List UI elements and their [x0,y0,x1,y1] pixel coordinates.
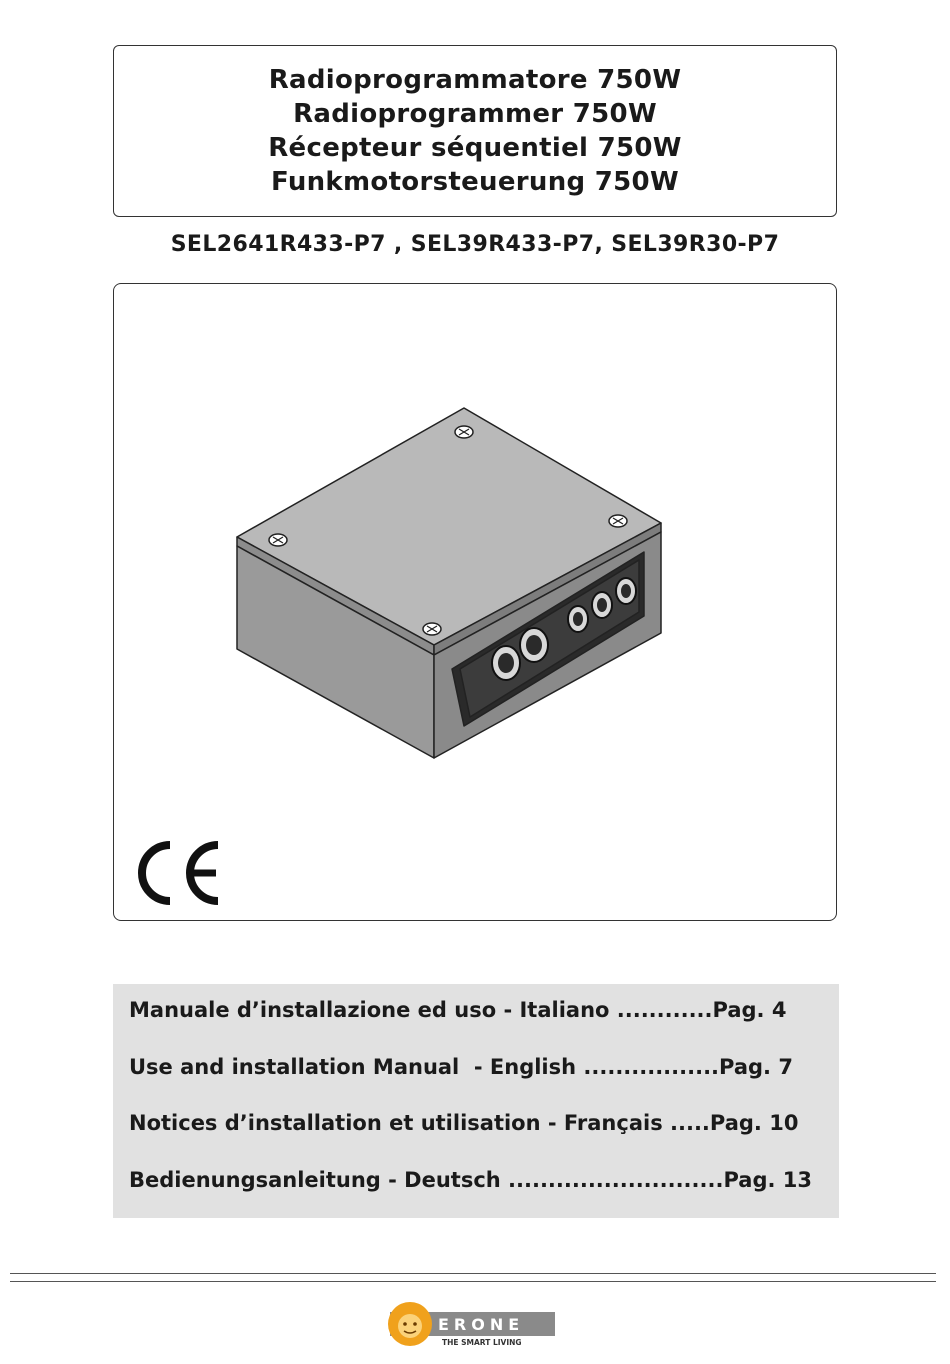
toc-page-number: Pag. 10 [709,1111,799,1135]
toc-entry-label: Notices d’installation et utilisation - Français [129,1111,671,1135]
ce-mark-icon [136,839,226,907]
toc-entry-label: Bedienungsanleitung - Deutsch [129,1167,509,1192]
logo-brand-text: ERONE [438,1315,525,1334]
toc-page-number: Pag. 13 [723,1167,812,1192]
toc-entry-francais[interactable] [129,1109,839,1137]
toc-leader-dots: ............ [616,998,713,1022]
brand-logo [384,1298,560,1352]
toc-entry-label: Use and installation Manual - English [129,1054,584,1079]
toc-entry-italiano[interactable] [129,996,839,1024]
model-codes: SEL2641R433-P7 , SEL39R433-P7, SEL39R30-P7 [170,232,780,257]
title-french: Récepteur séquentiel 750W [268,133,682,163]
title-german: Funkmotorsteuerung 750W [271,167,679,197]
title-box [113,45,837,217]
product-image-frame [113,283,837,921]
table-of-contents [113,984,839,1218]
footer-divider [10,1281,936,1282]
toc-page-number: Pag. 7 [719,1054,793,1079]
toc-leader-dots: ..... [670,1111,710,1135]
footer-divider [10,1273,936,1274]
toc-entry-english[interactable] [129,1053,839,1081]
toc-leader-dots: ................. [583,1054,720,1079]
title-english: Radioprogrammer 750W [293,99,657,129]
toc-page-number: Pag. 4 [712,998,787,1022]
toc-entry-label: Manuale d’installazione ed uso - Italiano [129,998,617,1022]
control-box-illustration [114,284,836,920]
toc-entry-deutsch[interactable] [129,1166,839,1194]
toc-leader-dots: ........................... [508,1167,724,1192]
logo-tagline-text: THE SMART LIVING [442,1338,522,1347]
title-italian: Radioprogrammatore 750W [268,65,682,95]
